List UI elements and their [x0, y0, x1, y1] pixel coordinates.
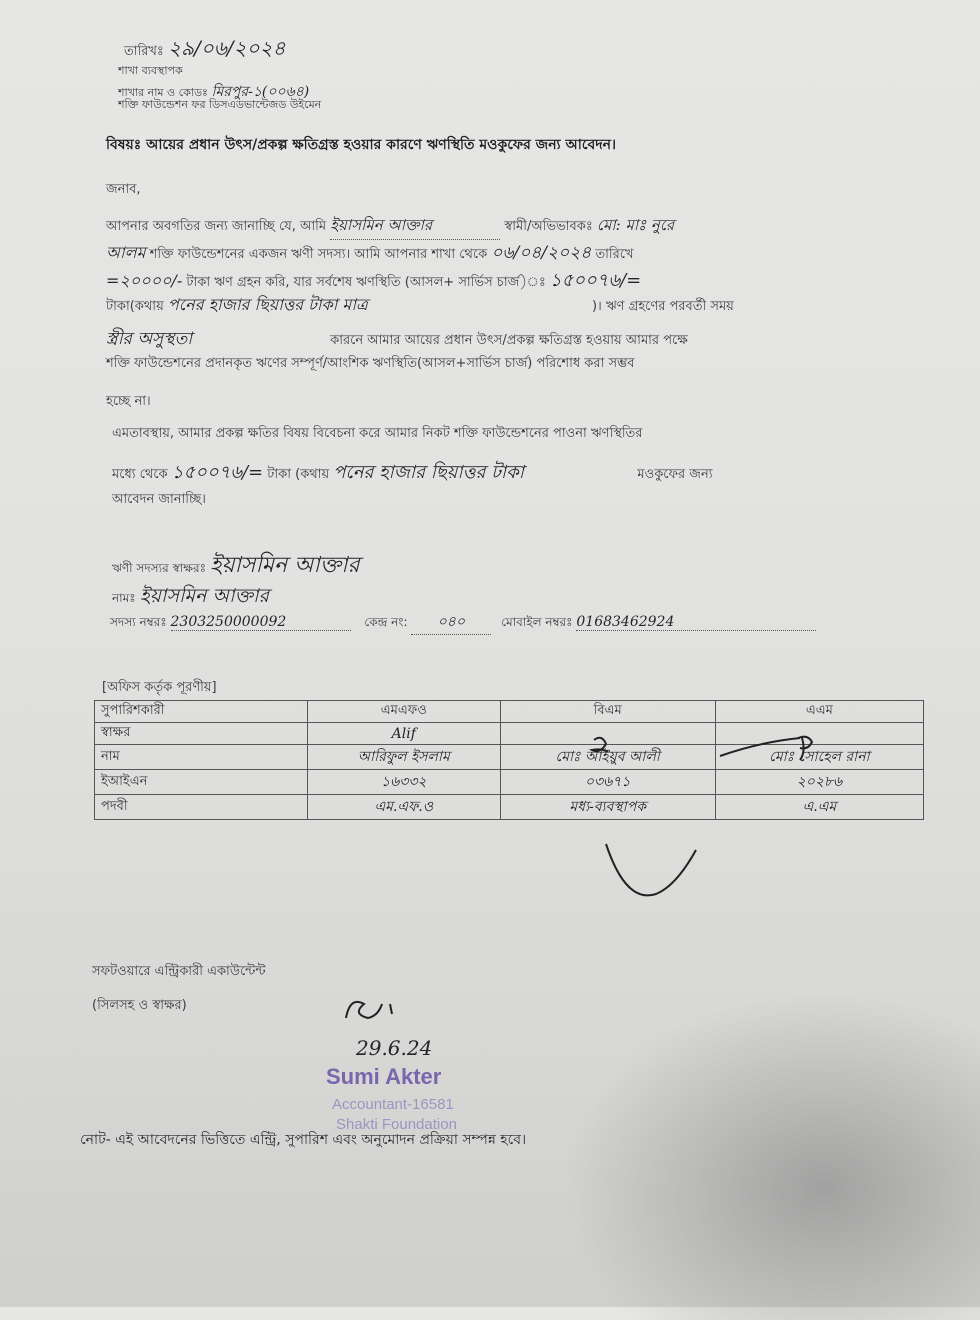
center-label: কেন্দ্র নং:: [364, 615, 408, 629]
table-cell: এম.এফ.ও: [308, 795, 501, 820]
branch-manager: শাখা ব্যবস্থাপক: [118, 64, 183, 77]
para2-line-1: এমতাবস্থায়, আমার প্রকল্প ক্ষতির বিষয় বিবেচনা করে আমার নিকট শক্তি ফাউন্ডেশনের পাওনা ঋণস্থিতির: [112, 426, 643, 441]
footer-note: নোট- এই আবেদনের ভিত্তিতে এন্ট্রি, সুপারিশ এবং অনুমোদন প্রক্রিয়া সম্পন্ন হবে।: [80, 1132, 527, 1148]
table-cell: ১৬৩৩২: [308, 770, 501, 795]
mobile-label: মোবাইল নম্বরঃ: [501, 615, 573, 629]
guardian-hw-cont: আলম: [106, 243, 146, 262]
reason-hw: স্ত্রীর অসুস্থতা: [106, 329, 193, 349]
waiver-amount-hw: ১৫০০৭৬/=: [171, 462, 264, 483]
table-header: এএম: [715, 701, 923, 723]
loan-date-hw: ০৬/০৪/২০২৪: [491, 243, 592, 263]
tail-stroke: [606, 844, 696, 895]
table-cell: আরিফুল ইসলাম: [308, 745, 501, 770]
body-line-1: [106, 214, 674, 240]
body-line-7: হচ্ছে না।: [106, 394, 151, 409]
body-text: শক্তি ফাউন্ডেশনের একজন ঋণী সদস্য। আমি আপনার শাখা থেকে: [149, 247, 488, 262]
branch-label: শাখার নাম ও কোডঃ: [118, 86, 208, 99]
am-signature: [798, 737, 812, 760]
waiver-words-hw: পনের হাজার ছিয়াত্তর টাকা: [333, 462, 524, 483]
body-text: )। ঋণ গ্রহণের পরবর্তী সময়: [592, 299, 734, 314]
stamp-org: Shakti Foundation: [336, 1116, 457, 1133]
para2-line-3: আবেদন জানাচ্ছি।: [112, 492, 206, 507]
balance-words-hw: পনের হাজার ছিয়াত্তর টাকা মাত্র: [167, 295, 368, 314]
body-text: আপনার অবগতির জন্য জানাচ্ছি যে, আমি: [106, 219, 327, 234]
accountant-sign-date: 29.6.24: [356, 1036, 433, 1060]
stamp-id: Accountant-16581: [332, 1096, 454, 1113]
body-text: স্বামী/অভিভাবকঃ: [504, 219, 593, 234]
table-cell: ২০২৮৬: [715, 770, 923, 795]
office-section-title: [অফিস কর্তৃক পূরণীয়]: [102, 680, 217, 695]
date-label: তারিখঃ: [124, 44, 164, 59]
signature-label: ঋণী সদস্যর স্বাক্ষরঃ: [112, 561, 206, 575]
table-cell: ০৩৬৭১: [500, 770, 715, 795]
body-line-5: [106, 326, 688, 354]
signature-stroke: [720, 738, 800, 756]
table-cell: মধ্য-ব্যবস্থাপক: [500, 795, 715, 820]
body-line-6: শক্তি ফাউন্ডেশনের প্রদানকৃত ঋণের সম্পূর্ণ/আংশিক ঋণস্থিতি(আসল+সার্ভিস চার্জ) পরিশোধ করা সম্ভব: [106, 356, 635, 371]
body-text: কারনে আমার আয়ের প্রধান উৎস/প্রকল্প ক্ষতিগ্রস্ত হওয়ায় আমার পক্ষে: [330, 333, 688, 348]
body-text: মওকুফের জন্য: [637, 467, 713, 482]
table-header: এমএফও: [308, 701, 501, 723]
signature-tail: [600, 840, 740, 910]
member-no-value: 2303250000092: [171, 614, 351, 631]
page-shadow: [560, 990, 980, 1320]
body-text: টাকা ঋণ গ্রহন করি, যার সর্বশেষ ঋণস্থিতি (আসল+ সার্ভিস চার্জ)ঃ: [186, 275, 546, 290]
stamp-name: Sumi Akter: [326, 1064, 442, 1089]
bm-signature: [592, 738, 608, 752]
member-no-label: সদস্য নম্বরঃ: [110, 615, 167, 629]
body-line-4: [106, 292, 734, 319]
body-text: মধ্যে থেকে: [112, 467, 168, 482]
accountant-signature: [336, 992, 406, 1032]
accountant-subtitle: (সিলসহ ও স্বাক্ষর): [92, 998, 187, 1013]
table-cell: মোঃ আইয়ুব আলী: [500, 745, 715, 770]
loan-amount-hw: =২০০০০/-: [106, 271, 183, 290]
center-value: ০৪০: [411, 610, 491, 635]
salutation: জনাব,: [106, 182, 141, 197]
balance-hw: ১৫০০৭৬/=: [549, 270, 642, 291]
org-name: শক্তি ফাউন্ডেশন ফর ডিসএডভান্টেজড উইমেন: [118, 98, 322, 111]
row-label: স্বাক্ষর: [95, 723, 308, 745]
row-label: পদবী: [95, 795, 308, 820]
body-line-2: [106, 240, 634, 268]
member-number-row: [110, 610, 816, 635]
body-text: টাকা(কথায়: [106, 299, 164, 314]
date-value: ২৯/০৬/২০২৪: [168, 36, 286, 60]
branch-value: মিরপুর-১(০০৬৪): [211, 84, 310, 100]
member-name-hw: ইয়াসমিন আক্তার: [330, 214, 500, 240]
subject-line: বিষয়ঃ আয়ের প্রধান উৎস/প্রকল্প ক্ষতিগ্রস্ত হওয়ার কারণে ঋণস্থিতি মওকুফের জন্য আবেদন।: [106, 137, 616, 153]
table-cell: মোঃ সোহেল রানা: [715, 745, 923, 770]
member-signature: ইয়াসমিন আক্তার: [210, 553, 360, 578]
signature-stroke: [346, 1002, 392, 1018]
para2-line-2: [112, 458, 712, 489]
guardian-hw: মো: মাঃ নুরে: [596, 216, 675, 234]
member-name-value: ইয়াসমিন আক্তার: [139, 585, 269, 607]
body-text: তারিখে: [595, 247, 634, 262]
row-label: নাম: [95, 745, 308, 770]
row-label: ইআইএন: [95, 770, 308, 795]
table-row: [95, 795, 924, 820]
signature-scribbles: [560, 734, 860, 774]
table-row: [95, 701, 924, 723]
table-cell: এ.এম: [715, 795, 923, 820]
table-header: বিএম: [500, 701, 715, 723]
name-label: নামঃ: [112, 591, 136, 605]
table-cell: Alif: [308, 723, 501, 745]
table-header: সুপারিশকারী: [95, 701, 308, 723]
accountant-title: সফটওয়ারে এন্ট্রিকারী একাউন্টেন্ট: [92, 964, 266, 979]
body-text: টাকা (কথায়: [267, 467, 330, 482]
member-signature-row: [112, 548, 360, 585]
mobile-value: 01683462924: [576, 614, 816, 631]
